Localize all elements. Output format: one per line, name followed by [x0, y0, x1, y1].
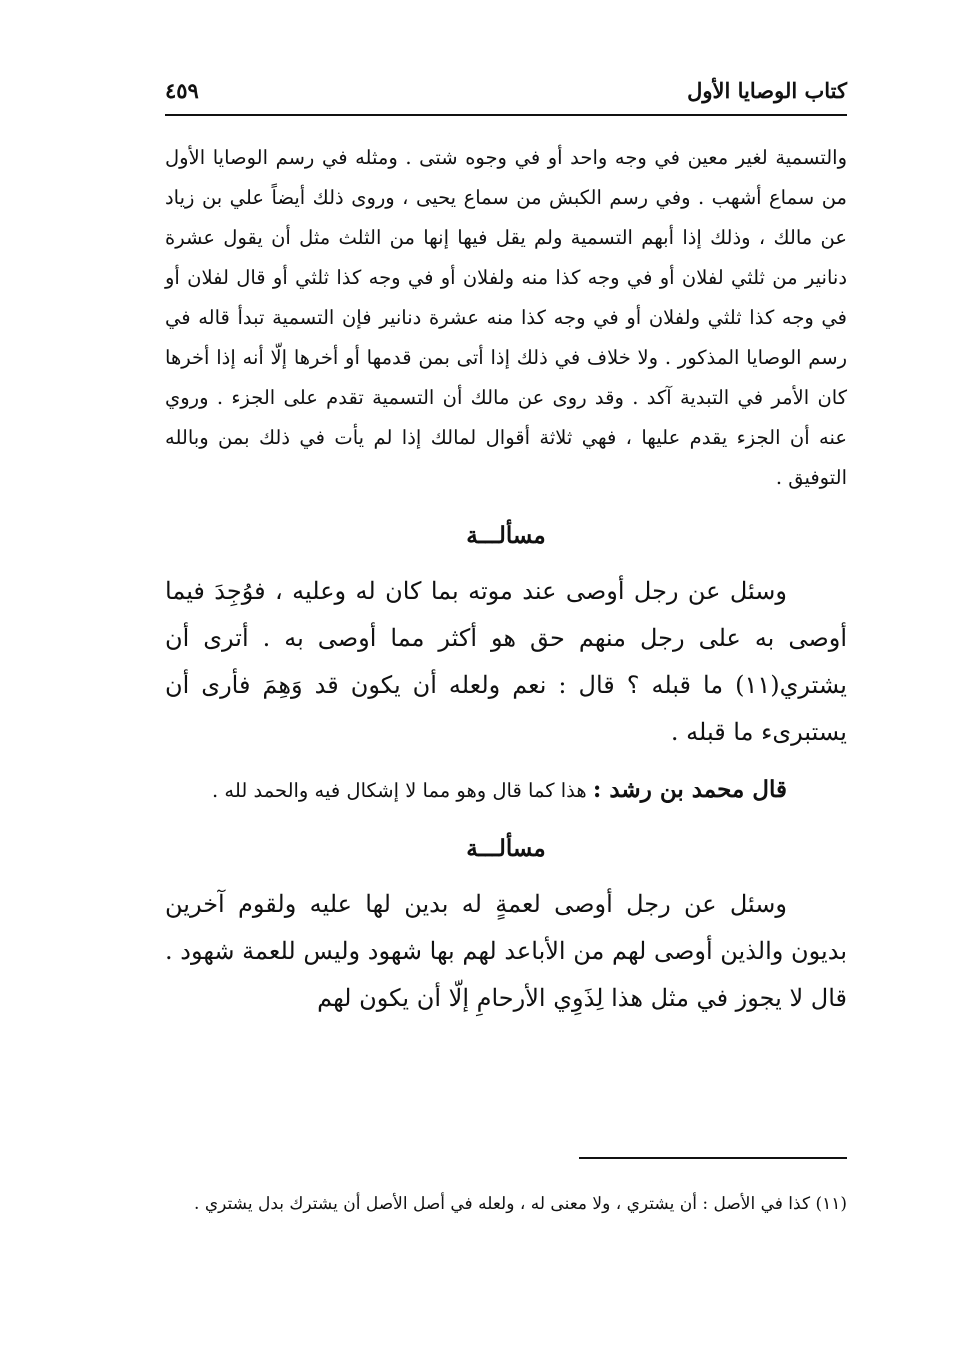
- footnote: (١١) كذا في الأصل : أن يشتري ، ولا معنى له ، ولعله في أصل الأصل أن يشترك بدل يشتري .: [194, 1194, 847, 1214]
- commentary-paragraph: [165, 770, 847, 811]
- commentary-text: هذا كما قال وهو مما لا إشكال فيه والحمد لله .: [212, 779, 587, 802]
- section-heading-1: مسألـــة: [466, 522, 546, 549]
- intro-paragraph: والتسمية لغير معين في وجه واحد أو في وجوه شتى . ومثله في رسم الوصايا الأول من سماع أشهب . وفي رسم الكبش من سماع يحيى ، وروى ذلك أيضاً علي بن زياد عن مالك ، وذلك إذا أبهم التسمية ولم يقل فيها إنها من الثلث مثل أن يقول عشرة دنانير من ثلثي لفلان أو في وجه كذا منه ولفلان أو في وجه كذا ثلثي أو قال لفلان أو في وجه كذا ثلثي ولفلان أو في وجه كذا منه عشرة دنانير فإن التسمية تبدأ قاله في رسم الوصايا المذكور . ولا خلاف في ذلك إذا أتى بمن قدمها أو أخرها إلّا أنه إذا أخرها كان الأمر في التبدية آكد . وقد روى عن مالك أن التسمية تقدم على الجزء . وروي عنه أن الجزء يقدم عليها ، فهي ثلاثة أقوال لمالك إذا لم يأت في ذلك بمن وبالله التوفيق .: [165, 146, 847, 489]
- page-header: [165, 78, 847, 116]
- question-paragraph-1: وسئل عن رجل أوصى عند موته بما كان له وعليه ، فوُجِدَ فيما أوصى به على رجل منهم حق هو أكثر مما أوصى به . أترى أن يشتري(١١) ما قبله ؟ قال : نعم ولعله أن يكون قد وَهِمَ فأرى أن يستبرىء ما قبله .: [165, 577, 847, 746]
- running-title: كتاب الوصايا الأول: [687, 78, 847, 103]
- question-paragraph-2: وسئل عن رجل أوصى لعمةٍ له بدين لها عليه ولقوم آخرين بديون والذين أوصى لهم من الأباعد لهم بها شهود وليس للعمة شهود . قال لا يجوز في مثل هذا لِذَوِي الأرحامِ إلّا أن يكون لهم: [165, 890, 847, 1012]
- page-body: [165, 138, 847, 1022]
- page-number: ٤٥٩: [165, 78, 199, 103]
- footnote-separator: [579, 1157, 847, 1159]
- section-heading-2: مسألـــة: [466, 835, 546, 862]
- commentary-speaker: قال محمد بن رشد :: [592, 776, 787, 803]
